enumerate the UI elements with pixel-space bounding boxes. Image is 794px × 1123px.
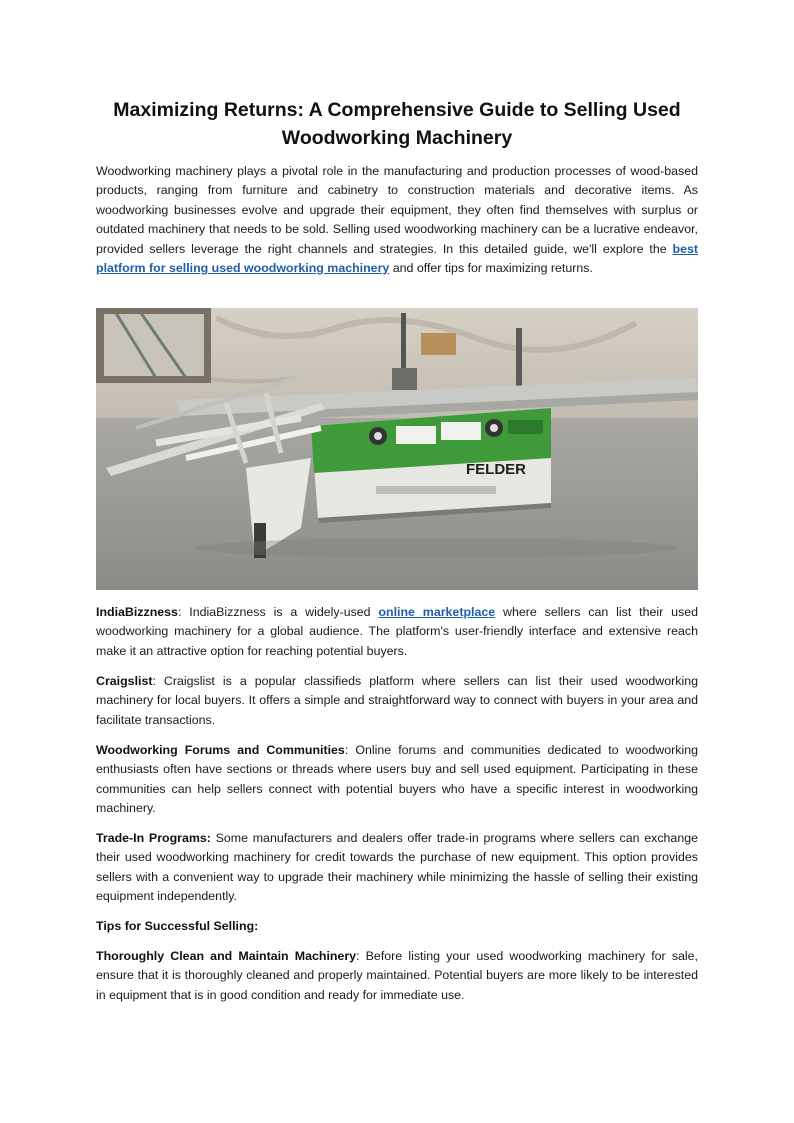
tradein-text: Some manufacturers and dealers offer trade-in programs where sellers can exchange their used woodworking machinery for credit towards the purchase of new equipment. This option provides sellers with a convenient way to upgrade their machinery while minimizing the hassle of selling their existing equipment independently. xyxy=(96,831,698,904)
forums-heading: Woodworking Forums and Communities xyxy=(96,743,345,757)
craigslist-text: : Craigslist is a popular classifieds platform where sellers can list their used woodworking machinery for local buyers. It offers a simple and straightforward way to connect with buyers in your area and facilitate transactions. xyxy=(96,674,698,727)
felder-brand-text: FELDER xyxy=(466,461,526,478)
forums-paragraph xyxy=(96,741,698,819)
intro-text-before-link: Woodworking machinery plays a pivotal role in the manufacturing and production processes of wood-based products, ranging from furniture and cabinetry to construction materials and decorative items. As woodworking businesses evolve and upgrade their equipment, they often find themselves with surplus or outdated machinery that needs to be sold. Selling used woodworking machinery can be a lucrative endeavor, provided sellers leverage the right channels and strategies. In this detailed guide, we'll explore the xyxy=(96,164,698,256)
sliding-table-saw-illustration xyxy=(96,308,698,590)
forums-text: : Online forums and communities dedicated to woodworking enthusiasts often have sections or threads where users buy and sell used equipment. Participating in these communities can help sellers connect with potential buyers who have a specific interest in woodworking machinery. xyxy=(96,743,698,816)
clean-paragraph xyxy=(96,947,698,1005)
clean-heading: Thoroughly Clean and Maintain Machinery xyxy=(96,949,357,963)
indiabizzness-paragraph xyxy=(96,603,698,661)
intro-paragraph xyxy=(96,162,698,278)
tradein-heading: Trade-In Programs: xyxy=(96,831,211,845)
wood-block xyxy=(421,333,456,355)
tips-heading: Tips for Successful Selling: xyxy=(96,919,259,933)
best-platform-link[interactable]: best platform for selling used woodworking machinery xyxy=(96,241,698,276)
machinery-photo xyxy=(96,308,698,590)
indiabizzness-text-before-link: : IndiaBizzness is a widely-used xyxy=(177,605,379,619)
craigslist-heading: Craigslist xyxy=(96,674,153,688)
intro-text-after-link: and offer tips for maximizing returns. xyxy=(389,261,593,276)
page-title: Maximizing Returns: A Comprehensive Guide to Selling Used Woodworking Machinery xyxy=(113,99,681,149)
indiabizzness-heading: IndiaBizzness xyxy=(96,605,178,619)
clean-text: : Before listing your used woodworking machinery for sale, ensure that it is thoroughly cleaned and properly maintained. Potential buyers are more likely to be interested in equipment that is in good condition and ready for immediate use. xyxy=(96,949,698,1002)
tips-heading-paragraph xyxy=(96,917,698,936)
indiabizzness-text-after-link: where sellers can list their used woodworking machinery for a global audience. The platform's user-friendly interface and extensive reach make it an attractive option for reaching potential buyers. xyxy=(96,605,699,658)
tradein-paragraph xyxy=(96,829,698,907)
online-marketplace-link[interactable]: online marketplace xyxy=(378,605,496,619)
craigslist-paragraph xyxy=(96,672,698,730)
